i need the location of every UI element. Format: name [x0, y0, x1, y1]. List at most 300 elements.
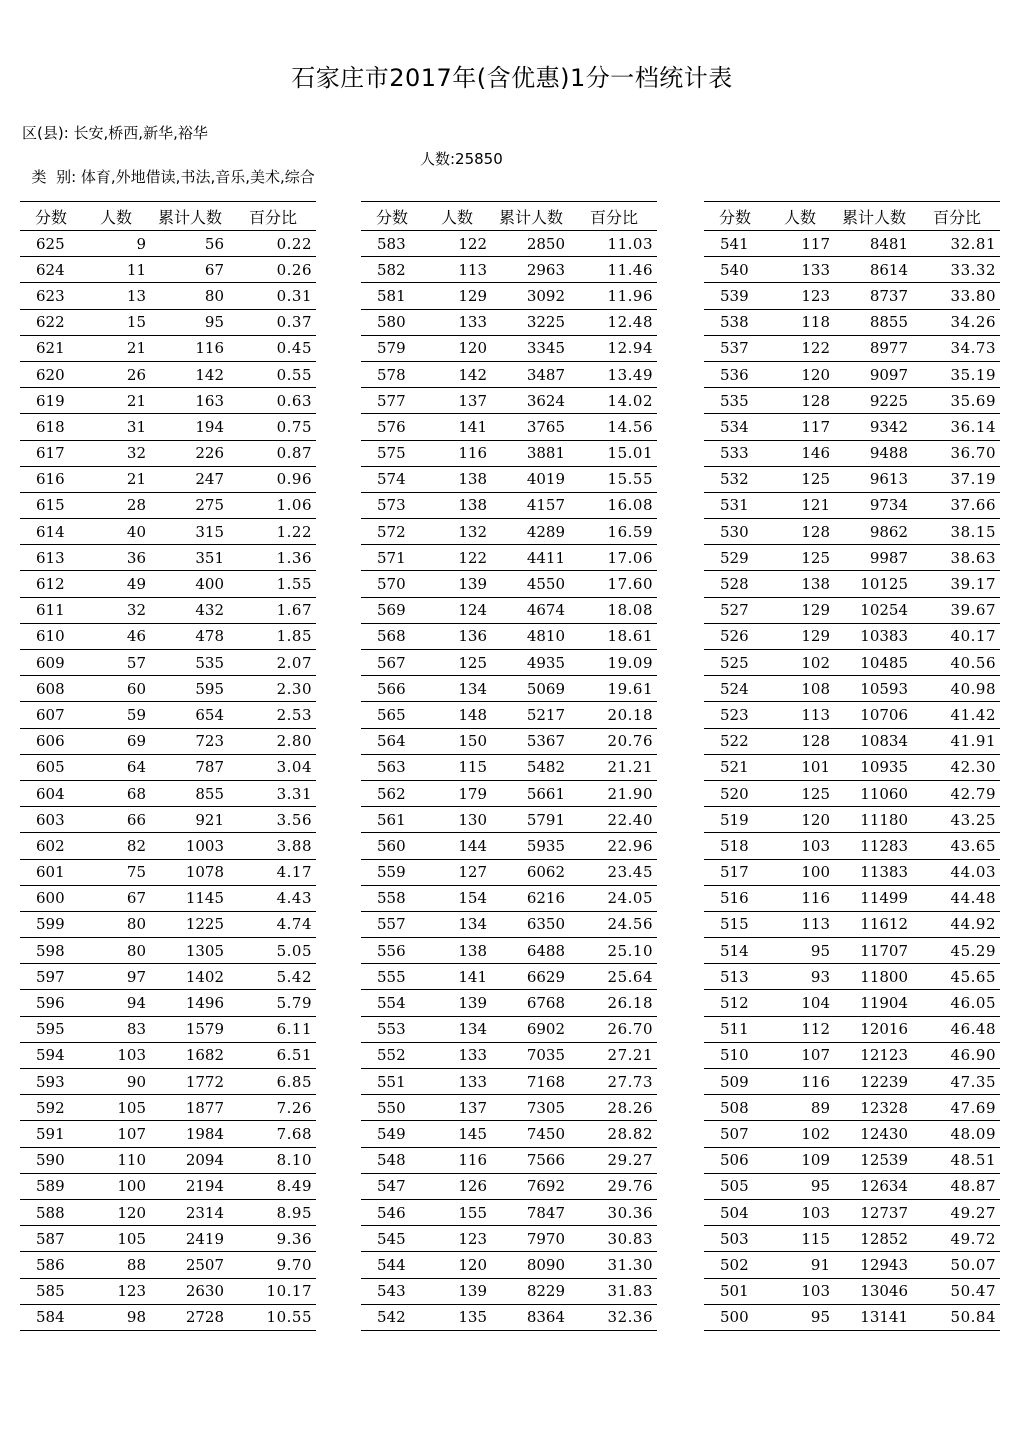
- table-row: [361, 1147, 657, 1173]
- count-cell: 21: [82, 388, 150, 414]
- count-cell: 144: [423, 833, 491, 859]
- percent-cell: 8.95: [230, 1199, 316, 1225]
- percent-cell: 44.03: [914, 859, 1000, 885]
- cumulative-cell: 5935: [491, 833, 571, 859]
- score-cell: 623: [20, 283, 82, 309]
- count-cell: 68: [82, 780, 150, 806]
- table-row: [704, 545, 1000, 571]
- table-row: [20, 650, 316, 676]
- score-cell: 544: [361, 1252, 423, 1278]
- cumulative-cell: 2630: [150, 1278, 230, 1304]
- percent-cell: 38.15: [914, 519, 1000, 545]
- table-row: [361, 702, 657, 728]
- count-cell: 115: [423, 754, 491, 780]
- cumulative-cell: 8364: [491, 1304, 571, 1330]
- score-cell: 509: [704, 1069, 766, 1095]
- table-row: [704, 859, 1000, 885]
- score-cell: 612: [20, 571, 82, 597]
- count-cell: 80: [82, 938, 150, 964]
- cumulative-cell: 11612: [834, 911, 914, 937]
- cumulative-cell: 478: [150, 623, 230, 649]
- table-row: [20, 623, 316, 649]
- table-row: [20, 754, 316, 780]
- table-row: [704, 623, 1000, 649]
- score-cell: 530: [704, 519, 766, 545]
- score-cell: 500: [704, 1304, 766, 1330]
- count-cell: 121: [766, 492, 834, 518]
- percent-cell: 35.19: [914, 361, 1000, 387]
- table-row: [704, 257, 1000, 283]
- cumulative-cell: 56: [150, 231, 230, 257]
- cumulative-cell: 10485: [834, 650, 914, 676]
- score-cell: 573: [361, 492, 423, 518]
- cumulative-cell: 275: [150, 492, 230, 518]
- score-cell: 529: [704, 545, 766, 571]
- percent-cell: 40.56: [914, 650, 1000, 676]
- percent-cell: 13.49: [571, 361, 657, 387]
- table-row: [704, 283, 1000, 309]
- count-cell: 95: [766, 1304, 834, 1330]
- cumulative-cell: 4019: [491, 466, 571, 492]
- count-cell: 126: [423, 1173, 491, 1199]
- percent-cell: 11.96: [571, 283, 657, 309]
- table-row: [20, 1069, 316, 1095]
- cumulative-cell: 1003: [150, 833, 230, 859]
- percent-cell: 32.81: [914, 231, 1000, 257]
- cumulative-cell: 3487: [491, 361, 571, 387]
- cumulative-cell: 4550: [491, 571, 571, 597]
- score-cell: 553: [361, 1016, 423, 1042]
- count-cell: 93: [766, 964, 834, 990]
- score-cell: 622: [20, 309, 82, 335]
- cumulative-cell: 11383: [834, 859, 914, 885]
- score-cell: 584: [20, 1304, 82, 1330]
- cumulative-cell: 8977: [834, 335, 914, 361]
- cumulative-cell: 10834: [834, 728, 914, 754]
- percent-cell: 0.37: [230, 309, 316, 335]
- count-cell: 145: [423, 1121, 491, 1147]
- table-row: [704, 780, 1000, 806]
- count-cell: 59: [82, 702, 150, 728]
- cumulative-cell: 12239: [834, 1069, 914, 1095]
- table-row: [361, 571, 657, 597]
- cumulative-cell: 10383: [834, 623, 914, 649]
- score-cell: 516: [704, 885, 766, 911]
- cumulative-cell: 432: [150, 597, 230, 623]
- table-row: [704, 1095, 1000, 1121]
- cumulative-cell: 13141: [834, 1304, 914, 1330]
- percent-cell: 19.09: [571, 650, 657, 676]
- count-cell: 123: [82, 1278, 150, 1304]
- table-row: [704, 1304, 1000, 1330]
- table-row: [361, 885, 657, 911]
- table-row: [361, 938, 657, 964]
- percent-cell: 12.48: [571, 309, 657, 335]
- score-cell: 582: [361, 257, 423, 283]
- percent-cell: 15.55: [571, 466, 657, 492]
- score-cell: 597: [20, 964, 82, 990]
- count-cell: 138: [423, 938, 491, 964]
- table-row: [20, 335, 316, 361]
- percent-cell: 3.04: [230, 754, 316, 780]
- score-cell: 541: [704, 231, 766, 257]
- cumulative-cell: 12430: [834, 1121, 914, 1147]
- table-row: [704, 414, 1000, 440]
- percent-cell: 41.91: [914, 728, 1000, 754]
- percent-cell: 35.69: [914, 388, 1000, 414]
- score-cell: 609: [20, 650, 82, 676]
- score-cell: 527: [704, 597, 766, 623]
- count-cell: 128: [766, 388, 834, 414]
- score-cell: 566: [361, 676, 423, 702]
- count-cell: 102: [766, 650, 834, 676]
- percent-cell: 3.56: [230, 807, 316, 833]
- table-row: [704, 1173, 1000, 1199]
- table-row: [361, 335, 657, 361]
- table-row: [704, 231, 1000, 257]
- percent-cell: 34.26: [914, 309, 1000, 335]
- cumulative-cell: 5791: [491, 807, 571, 833]
- header-score: 分数: [20, 202, 82, 231]
- table-row: [20, 911, 316, 937]
- table-row: [361, 1042, 657, 1068]
- score-cell: 621: [20, 335, 82, 361]
- cumulative-cell: 9488: [834, 440, 914, 466]
- cumulative-cell: 10254: [834, 597, 914, 623]
- score-cell: 596: [20, 990, 82, 1016]
- table-row: [20, 885, 316, 911]
- score-cell: 503: [704, 1226, 766, 1252]
- count-cell: 75: [82, 859, 150, 885]
- table-row: [361, 1173, 657, 1199]
- count-cell: 89: [766, 1095, 834, 1121]
- count-cell: 105: [82, 1226, 150, 1252]
- table-row: [361, 990, 657, 1016]
- table-row: [20, 309, 316, 335]
- cumulative-cell: 10593: [834, 676, 914, 702]
- cumulative-cell: 226: [150, 440, 230, 466]
- percent-cell: 46.05: [914, 990, 1000, 1016]
- percent-cell: 27.73: [571, 1069, 657, 1095]
- count-cell: 139: [423, 571, 491, 597]
- score-cell: 619: [20, 388, 82, 414]
- score-cell: 533: [704, 440, 766, 466]
- score-cell: 581: [361, 283, 423, 309]
- cumulative-cell: 12016: [834, 1016, 914, 1042]
- cumulative-cell: 247: [150, 466, 230, 492]
- percent-cell: 1.36: [230, 545, 316, 571]
- cumulative-cell: 595: [150, 676, 230, 702]
- count-cell: 109: [766, 1147, 834, 1173]
- score-cell: 607: [20, 702, 82, 728]
- score-cell: 534: [704, 414, 766, 440]
- score-cell: 519: [704, 807, 766, 833]
- count-cell: 15: [82, 309, 150, 335]
- percent-cell: 21.21: [571, 754, 657, 780]
- table-row: [20, 1252, 316, 1278]
- cumulative-cell: 7168: [491, 1069, 571, 1095]
- cumulative-cell: 6062: [491, 859, 571, 885]
- cumulative-cell: 10125: [834, 571, 914, 597]
- header-cumulative: 累计人数: [491, 202, 571, 231]
- table-row: [20, 519, 316, 545]
- count-cell: 31: [82, 414, 150, 440]
- score-cell: 517: [704, 859, 766, 885]
- table-row: [361, 440, 657, 466]
- percent-cell: 7.68: [230, 1121, 316, 1147]
- count-cell: 117: [766, 414, 834, 440]
- table-row: [361, 676, 657, 702]
- table-row: [20, 807, 316, 833]
- percent-cell: 39.17: [914, 571, 1000, 597]
- cumulative-cell: 4810: [491, 623, 571, 649]
- score-cell: 565: [361, 702, 423, 728]
- count-cell: 26: [82, 361, 150, 387]
- count-cell: 139: [423, 1278, 491, 1304]
- table-row: [20, 492, 316, 518]
- cumulative-cell: 5217: [491, 702, 571, 728]
- percent-cell: 2.53: [230, 702, 316, 728]
- count-cell: 139: [423, 990, 491, 1016]
- percent-cell: 39.67: [914, 597, 1000, 623]
- score-cell: 546: [361, 1199, 423, 1225]
- score-cell: 560: [361, 833, 423, 859]
- table-row: [361, 1199, 657, 1225]
- score-cell: 615: [20, 492, 82, 518]
- count-cell: 103: [82, 1042, 150, 1068]
- count-cell: 135: [423, 1304, 491, 1330]
- count-cell: 98: [82, 1304, 150, 1330]
- table-row: [704, 388, 1000, 414]
- cumulative-cell: 1877: [150, 1095, 230, 1121]
- percent-cell: 2.80: [230, 728, 316, 754]
- percent-cell: 36.14: [914, 414, 1000, 440]
- table-row: [704, 728, 1000, 754]
- score-cell: 576: [361, 414, 423, 440]
- score-cell: 551: [361, 1069, 423, 1095]
- score-cell: 512: [704, 990, 766, 1016]
- score-cell: 625: [20, 231, 82, 257]
- percent-cell: 40.98: [914, 676, 1000, 702]
- count-cell: 122: [766, 335, 834, 361]
- percent-cell: 0.96: [230, 466, 316, 492]
- percent-cell: 37.19: [914, 466, 1000, 492]
- count-cell: 64: [82, 754, 150, 780]
- table-row: [20, 964, 316, 990]
- count-cell: 103: [766, 833, 834, 859]
- percent-cell: 11.03: [571, 231, 657, 257]
- score-table-3: [704, 201, 1000, 1331]
- table-row: [704, 650, 1000, 676]
- percent-cell: 49.72: [914, 1226, 1000, 1252]
- count-cell: 107: [82, 1121, 150, 1147]
- table-row: [704, 833, 1000, 859]
- table-row: [20, 833, 316, 859]
- percent-cell: 42.79: [914, 780, 1000, 806]
- percent-cell: 34.73: [914, 335, 1000, 361]
- percent-cell: 17.60: [571, 571, 657, 597]
- score-cell: 561: [361, 807, 423, 833]
- cumulative-cell: 9862: [834, 519, 914, 545]
- table-row: [361, 780, 657, 806]
- cumulative-cell: 6488: [491, 938, 571, 964]
- percent-cell: 4.74: [230, 911, 316, 937]
- table-row: [20, 1278, 316, 1304]
- percent-cell: 20.18: [571, 702, 657, 728]
- percent-cell: 46.48: [914, 1016, 1000, 1042]
- score-cell: 507: [704, 1121, 766, 1147]
- score-cell: 577: [361, 388, 423, 414]
- cumulative-cell: 7692: [491, 1173, 571, 1199]
- count-cell: 122: [423, 545, 491, 571]
- count-cell: 97: [82, 964, 150, 990]
- cumulative-cell: 1496: [150, 990, 230, 1016]
- percent-cell: 43.25: [914, 807, 1000, 833]
- count-cell: 124: [423, 597, 491, 623]
- cumulative-cell: 13046: [834, 1278, 914, 1304]
- cumulative-cell: 1579: [150, 1016, 230, 1042]
- percent-cell: 14.56: [571, 414, 657, 440]
- percent-cell: 6.51: [230, 1042, 316, 1068]
- table-row: [20, 1016, 316, 1042]
- percent-cell: 0.22: [230, 231, 316, 257]
- header-row: [704, 202, 1000, 231]
- score-cell: 556: [361, 938, 423, 964]
- table-row: [361, 1226, 657, 1252]
- table-row: [20, 1042, 316, 1068]
- table-row: [704, 1199, 1000, 1225]
- cumulative-cell: 11707: [834, 938, 914, 964]
- score-cell: 505: [704, 1173, 766, 1199]
- count-cell: 138: [766, 571, 834, 597]
- cumulative-cell: 921: [150, 807, 230, 833]
- table-row: [361, 388, 657, 414]
- count-cell: 95: [766, 938, 834, 964]
- count-cell: 123: [766, 283, 834, 309]
- cumulative-cell: 11499: [834, 885, 914, 911]
- score-cell: 547: [361, 1173, 423, 1199]
- score-cell: 611: [20, 597, 82, 623]
- percent-cell: 1.55: [230, 571, 316, 597]
- table-row: [704, 1252, 1000, 1278]
- percent-cell: 50.07: [914, 1252, 1000, 1278]
- percent-cell: 47.35: [914, 1069, 1000, 1095]
- score-cell: 589: [20, 1173, 82, 1199]
- count-cell: 133: [766, 257, 834, 283]
- percent-cell: 20.76: [571, 728, 657, 754]
- count-cell: 113: [766, 911, 834, 937]
- count-cell: 134: [423, 911, 491, 937]
- cumulative-cell: 654: [150, 702, 230, 728]
- score-cell: 583: [361, 231, 423, 257]
- header-count: 人数: [766, 202, 834, 231]
- score-cell: 514: [704, 938, 766, 964]
- table-row: [704, 990, 1000, 1016]
- count-cell: 95: [766, 1173, 834, 1199]
- cumulative-cell: 1402: [150, 964, 230, 990]
- score-cell: 572: [361, 519, 423, 545]
- percent-cell: 2.07: [230, 650, 316, 676]
- count-cell: 46: [82, 623, 150, 649]
- percent-cell: 24.05: [571, 885, 657, 911]
- table-row: [704, 1147, 1000, 1173]
- score-cell: 610: [20, 623, 82, 649]
- cumulative-cell: 80: [150, 283, 230, 309]
- percent-cell: 50.84: [914, 1304, 1000, 1330]
- count-cell: 128: [766, 728, 834, 754]
- count-cell: 150: [423, 728, 491, 754]
- table-row: [361, 1095, 657, 1121]
- score-cell: 502: [704, 1252, 766, 1278]
- table-row: [704, 519, 1000, 545]
- score-cell: 605: [20, 754, 82, 780]
- count-cell: 129: [766, 597, 834, 623]
- table-row: [704, 1042, 1000, 1068]
- score-cell: 563: [361, 754, 423, 780]
- score-cell: 526: [704, 623, 766, 649]
- percent-cell: 48.09: [914, 1121, 1000, 1147]
- cumulative-cell: 8614: [834, 257, 914, 283]
- cumulative-cell: 8481: [834, 231, 914, 257]
- cumulative-cell: 7035: [491, 1042, 571, 1068]
- count-cell: 136: [423, 623, 491, 649]
- score-cell: 595: [20, 1016, 82, 1042]
- percent-cell: 30.36: [571, 1199, 657, 1225]
- header-percent: 百分比: [914, 202, 1000, 231]
- score-cell: 531: [704, 492, 766, 518]
- count-cell: 94: [82, 990, 150, 1016]
- score-cell: 570: [361, 571, 423, 597]
- cumulative-cell: 2094: [150, 1147, 230, 1173]
- count-cell: 28: [82, 492, 150, 518]
- percent-cell: 2.30: [230, 676, 316, 702]
- count-cell: 138: [423, 466, 491, 492]
- percent-cell: 37.66: [914, 492, 1000, 518]
- score-cell: 536: [704, 361, 766, 387]
- count-cell: 9: [82, 231, 150, 257]
- cumulative-cell: 1772: [150, 1069, 230, 1095]
- score-cell: 545: [361, 1226, 423, 1252]
- count-cell: 101: [766, 754, 834, 780]
- score-cell: 598: [20, 938, 82, 964]
- percent-cell: 21.90: [571, 780, 657, 806]
- cumulative-cell: 4157: [491, 492, 571, 518]
- percent-cell: 45.65: [914, 964, 1000, 990]
- percent-cell: 5.42: [230, 964, 316, 990]
- cumulative-cell: 116: [150, 335, 230, 361]
- score-cell: 543: [361, 1278, 423, 1304]
- cumulative-cell: 7450: [491, 1121, 571, 1147]
- count-cell: 67: [82, 885, 150, 911]
- count-cell: 146: [766, 440, 834, 466]
- percent-cell: 0.63: [230, 388, 316, 414]
- cumulative-cell: 2419: [150, 1226, 230, 1252]
- table-row: [20, 571, 316, 597]
- cumulative-cell: 7566: [491, 1147, 571, 1173]
- cumulative-cell: 2963: [491, 257, 571, 283]
- table-row: [361, 859, 657, 885]
- score-cell: 594: [20, 1042, 82, 1068]
- cumulative-cell: 351: [150, 545, 230, 571]
- score-cell: 504: [704, 1199, 766, 1225]
- count-cell: 88: [82, 1252, 150, 1278]
- percent-cell: 3.88: [230, 833, 316, 859]
- table-row: [361, 650, 657, 676]
- score-cell: 606: [20, 728, 82, 754]
- table-row: [20, 361, 316, 387]
- percent-cell: 0.31: [230, 283, 316, 309]
- percent-cell: 33.32: [914, 257, 1000, 283]
